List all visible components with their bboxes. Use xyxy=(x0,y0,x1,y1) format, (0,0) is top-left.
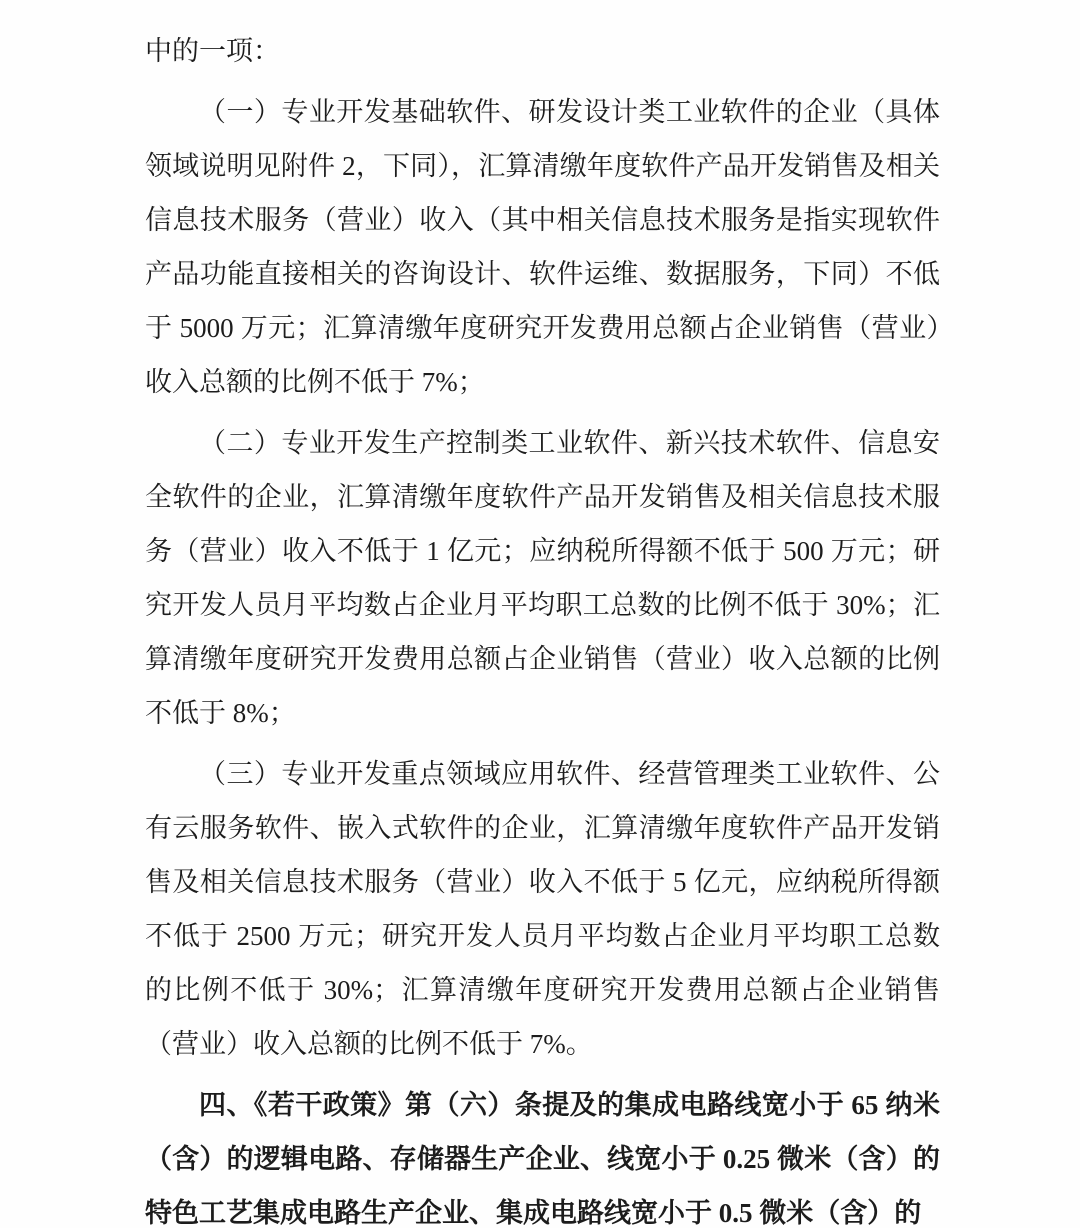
paragraph-item-3: （三）专业开发重点领域应用软件、经营管理类工业软件、公有云服务软件、嵌入式软件的企业，汇算清缴年度软件产品开发销售及相关信息技术服务（营业）收入不低于 5 亿元，应纳税所得额不低于 2500 万元；研究开发人员月平均数占企业月平均职工总数的比例不低于 30%；汇算清缴年度研究开发费用总额占企业销售（营业）收入总额的比例不低于 7%。 xyxy=(145,759,940,1059)
paragraph-section-4-heading: 四、《若干政策》第（六）条提及的集成电路线宽小于 65 纳米（含）的逻辑电路、存储器生产企业、线宽小于 0.25 微米（含）的特色工艺集成电路生产企业、集成电路线宽小于 0.5 微米（含）的 xyxy=(145,1090,940,1228)
paragraph-item-1: （一）专业开发基础软件、研发设计类工业软件的企业（具体领域说明见附件 2，下同），汇算清缴年度软件产品开发销售及相关信息技术服务（营业）收入（其中相关信息技术服务是指实现软件产品功能直接相关的咨询设计、软件运维、数据服务，下同）不低于 5000 万元；汇算清缴年度研究开发费用总额占企业销售（营业）收入总额的比例不低于 7%； xyxy=(145,97,940,397)
paragraph-item-2: （二）专业开发生产控制类工业软件、新兴技术软件、信息安全软件的企业，汇算清缴年度软件产品开发销售及相关信息技术服务（营业）收入不低于 1 亿元；应纳税所得额不低于 500 万元；研究开发人员月平均数占企业月平均职工总数的比例不低于 30%；汇算清缴年度研究开发费用总额占企业销售（营业）收入总额的比例不低于 8%； xyxy=(145,428,940,728)
document-body xyxy=(145,24,940,1228)
paragraph-intro-continuation: 中的一项： xyxy=(145,36,280,66)
